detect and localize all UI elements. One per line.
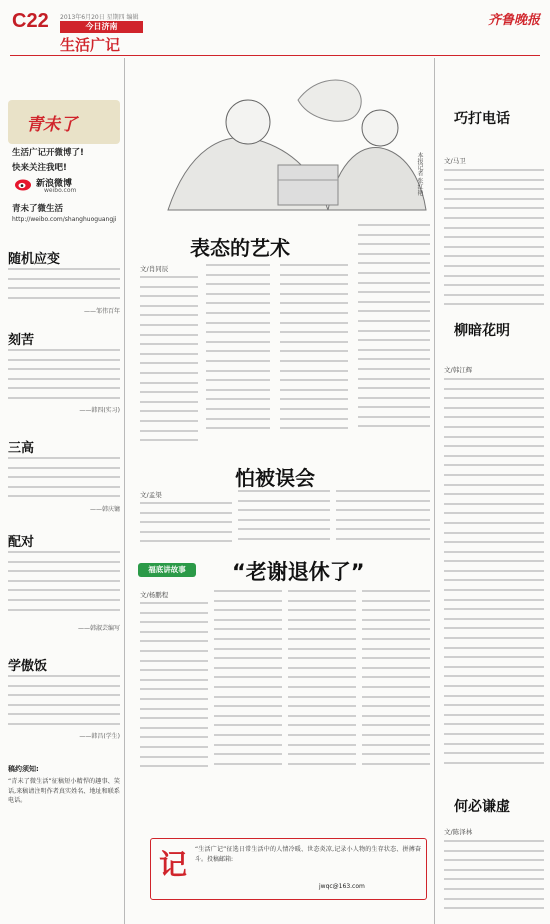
article-2-byline: 文/孟渠 (140, 491, 162, 499)
footer-text: “生活广记”征选日常生活中的人情冷暖、世态炎凉,记录小人物的生存状态、拼搏奋斗。投稿邮箱: (195, 846, 421, 863)
weibo-brand-name: 新浪微博 (36, 179, 73, 189)
sidebar-item-title: 随机应变 (8, 252, 61, 267)
account-url[interactable]: http://weibo.com/shanghuoguangji (12, 216, 117, 223)
article-1-byline: 文/肖同辰 (140, 265, 169, 273)
article-1-title: 表态的艺术 (190, 236, 290, 260)
cartoon-image (128, 60, 430, 220)
sidebar-item-5 (8, 655, 120, 740)
right-article-3-byline: 文/陈泽林 (444, 828, 473, 836)
sidebar-item-author: ——韩昌(学生) (79, 733, 120, 740)
footer-email[interactable]: jwqc@163.com (319, 883, 365, 890)
article-2 (140, 490, 430, 552)
right-article-3-title: 何必谦虚 (454, 799, 510, 815)
sidebar-item-author: ——韩庆镛 (89, 506, 120, 513)
sidebar-item-title: 刻苦 (8, 333, 35, 348)
weibo-promo-line2: 快来关注我吧! (12, 163, 67, 173)
sidebar-item-3 (8, 437, 120, 513)
page-number: C22 (12, 10, 49, 32)
right-article-2-title: 柳暗花明 (454, 323, 510, 339)
right-column (440, 58, 544, 924)
header-date: 2013年6月20日 星期四 编辑 (60, 14, 139, 21)
section-title: 生活广记 (60, 36, 121, 54)
notice-title: 稿约须知: (8, 765, 39, 773)
brand-logo: 齐鲁晚报 (488, 13, 541, 28)
footer-notice (150, 838, 427, 900)
weibo-domain: weibo.com (44, 187, 77, 194)
photo-caption: 本报记者 张红艳 (416, 152, 423, 196)
account-name: 青未了微生活 (12, 204, 64, 214)
sidebar-item-1 (8, 248, 120, 315)
right-article-1-title: 巧打电话 (454, 111, 510, 127)
sidebar-item-title: 学傲饭 (8, 659, 48, 674)
sidebar-item-4 (8, 531, 120, 632)
sidebar-notice (8, 764, 120, 806)
article-3-byline: 文/杨鹏程 (140, 591, 169, 599)
sidebar-item-title: 配对 (8, 535, 35, 550)
sidebar-item-author: ——韩四(实习) (79, 407, 120, 414)
weibo-promo (12, 146, 122, 173)
article-1 (140, 264, 430, 464)
sidebar-item-author: ——韩淑芸编写 (77, 625, 120, 632)
sidebar (8, 58, 120, 924)
sidebar-item-2 (8, 329, 120, 414)
illustration (128, 60, 430, 220)
article-3-title: “老谢退休了” (232, 560, 365, 584)
sidebar-item-author: ——邹伟百年 (83, 308, 120, 315)
banner-title: 青未了 (26, 115, 77, 135)
sidebar-banner (8, 100, 120, 144)
page-header (0, 0, 550, 58)
footer-icon: 记 (159, 848, 188, 881)
article-2-title: 怕被误会 (235, 466, 315, 490)
right-article-2-byline: 文/韩江辉 (444, 366, 473, 374)
sidebar-item-title: 三高 (8, 441, 35, 456)
article-3 (140, 590, 430, 780)
section-top-label: 今日济南 (60, 21, 143, 33)
weibo-promo-line1: 生活广记开微博了! (12, 148, 84, 158)
article-3-tag: 福底讲故事 (138, 563, 196, 577)
right-article-1-byline: 文/马卫 (444, 157, 466, 165)
notice-text: “青未了微生活”征稿短小精悍的趣事、笑话,来稿请注明作者真实姓名、地址和联系电话。 (8, 778, 120, 805)
weibo-logo-icon (14, 176, 32, 190)
